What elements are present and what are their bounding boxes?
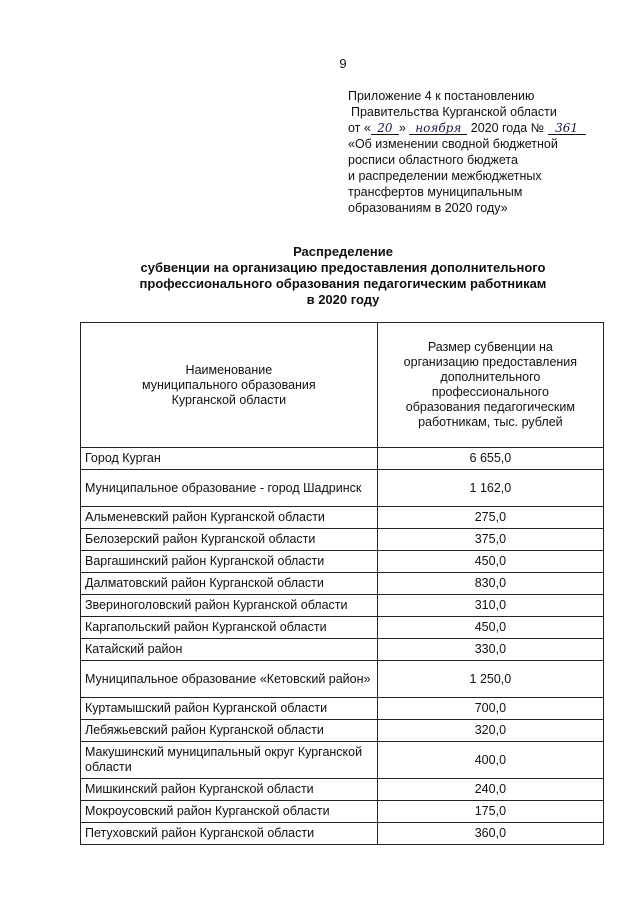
row-municipality: Варгашинский район Курганской области bbox=[81, 551, 378, 573]
row-municipality: Мокроусовский район Курганской области bbox=[81, 801, 378, 823]
row-municipality: Петуховский район Курганской области bbox=[81, 823, 378, 845]
appendix-block bbox=[348, 88, 618, 216]
row-amount: 450,0 bbox=[377, 617, 603, 639]
header-municipality bbox=[81, 323, 378, 448]
table-row bbox=[81, 573, 604, 595]
header-value-line: профессионального bbox=[431, 385, 549, 399]
appendix-line-7: трансфертов муниципальным bbox=[348, 185, 523, 199]
subvention-table bbox=[80, 322, 604, 845]
row-amount: 175,0 bbox=[377, 801, 603, 823]
heading-line-2: субвенции на организацию предоставления дополнительного bbox=[140, 260, 546, 275]
handwritten-day: 20 bbox=[371, 122, 399, 135]
row-municipality: Далматовский район Курганской области bbox=[81, 573, 378, 595]
table-header-row bbox=[81, 323, 604, 448]
row-municipality: Макушинский муниципальный округ Курганской области bbox=[81, 742, 378, 779]
header-name-line: муниципального образования bbox=[142, 377, 316, 392]
row-municipality: Муниципальное образование - город Шадринск bbox=[81, 470, 378, 507]
row-amount: 275,0 bbox=[377, 507, 603, 529]
handwritten-doc-number: 361 bbox=[548, 122, 586, 135]
row-amount: 310,0 bbox=[377, 595, 603, 617]
row-amount: 1 162,0 bbox=[377, 470, 603, 507]
row-amount: 700,0 bbox=[377, 698, 603, 720]
table-row bbox=[81, 823, 604, 845]
table-row bbox=[81, 551, 604, 573]
table-row bbox=[81, 661, 604, 698]
row-amount: 830,0 bbox=[377, 573, 603, 595]
table-row bbox=[81, 801, 604, 823]
header-name-line: Курганской области bbox=[171, 392, 287, 407]
table-row bbox=[81, 507, 604, 529]
row-amount: 450,0 bbox=[377, 551, 603, 573]
heading-line-4: в 2020 году bbox=[306, 292, 380, 307]
date-year: 2020 года № bbox=[467, 121, 545, 135]
row-municipality: Белозерский район Курганской области bbox=[81, 529, 378, 551]
row-municipality: Катайский район bbox=[81, 639, 378, 661]
row-amount: 1 250,0 bbox=[377, 661, 603, 698]
table-row bbox=[81, 617, 604, 639]
row-municipality: Каргапольский район Курганской области bbox=[81, 617, 378, 639]
table-row bbox=[81, 698, 604, 720]
table-row bbox=[81, 720, 604, 742]
header-name-line: Наименование bbox=[185, 362, 273, 377]
date-prefix: от « bbox=[348, 121, 371, 135]
page-number: 9 bbox=[339, 56, 347, 71]
row-municipality: Муниципальное образование «Кетовский район» bbox=[81, 661, 378, 698]
header-value-line: дополнительного bbox=[440, 370, 541, 384]
appendix-date-line bbox=[348, 120, 618, 136]
table-row bbox=[81, 779, 604, 801]
row-municipality: Звериноголовский район Курганской области bbox=[81, 595, 378, 617]
row-amount: 330,0 bbox=[377, 639, 603, 661]
row-amount: 240,0 bbox=[377, 779, 603, 801]
table-row bbox=[81, 448, 604, 470]
appendix-line-8: образованиям в 2020 году» bbox=[348, 201, 508, 215]
row-municipality: Альменевский район Курганской области bbox=[81, 507, 378, 529]
table-row bbox=[81, 742, 604, 779]
table-row bbox=[81, 639, 604, 661]
appendix-line-5: росписи областного бюджета bbox=[348, 153, 518, 167]
heading-line-1: Распределение bbox=[293, 244, 393, 259]
row-municipality: Куртамышский район Курганской области bbox=[81, 698, 378, 720]
row-amount: 400,0 bbox=[377, 742, 603, 779]
date-mid: » bbox=[398, 121, 410, 135]
appendix-line-1: Приложение 4 к постановлению bbox=[348, 89, 535, 103]
row-municipality: Город Курган bbox=[81, 448, 378, 470]
appendix-line-4: «Об изменении сводной бюджетной bbox=[348, 137, 558, 151]
heading-line-3: профессионального образования педагогическим работникам bbox=[139, 276, 547, 291]
header-value-line: организацию предоставления bbox=[403, 355, 578, 369]
row-amount: 6 655,0 bbox=[377, 448, 603, 470]
header-value-line: работникам, тыс. рублей bbox=[418, 415, 563, 429]
table-row bbox=[81, 595, 604, 617]
row-municipality: Мишкинский район Курганской области bbox=[81, 779, 378, 801]
header-subvention-amount bbox=[377, 323, 603, 448]
row-municipality: Лебяжьевский район Курганской области bbox=[81, 720, 378, 742]
appendix-line-6: и распределении межбюджетных bbox=[348, 169, 542, 183]
row-amount: 320,0 bbox=[377, 720, 603, 742]
table-row bbox=[81, 470, 604, 507]
handwritten-month: ноября bbox=[409, 122, 467, 135]
header-value-line: Размер субвенции на bbox=[427, 340, 553, 354]
document-heading bbox=[100, 244, 586, 308]
appendix-line-2: Правительства Курганской области bbox=[351, 105, 557, 119]
row-amount: 375,0 bbox=[377, 529, 603, 551]
row-amount: 360,0 bbox=[377, 823, 603, 845]
table-row bbox=[81, 529, 604, 551]
header-value-line: образования педагогическим bbox=[405, 400, 575, 414]
